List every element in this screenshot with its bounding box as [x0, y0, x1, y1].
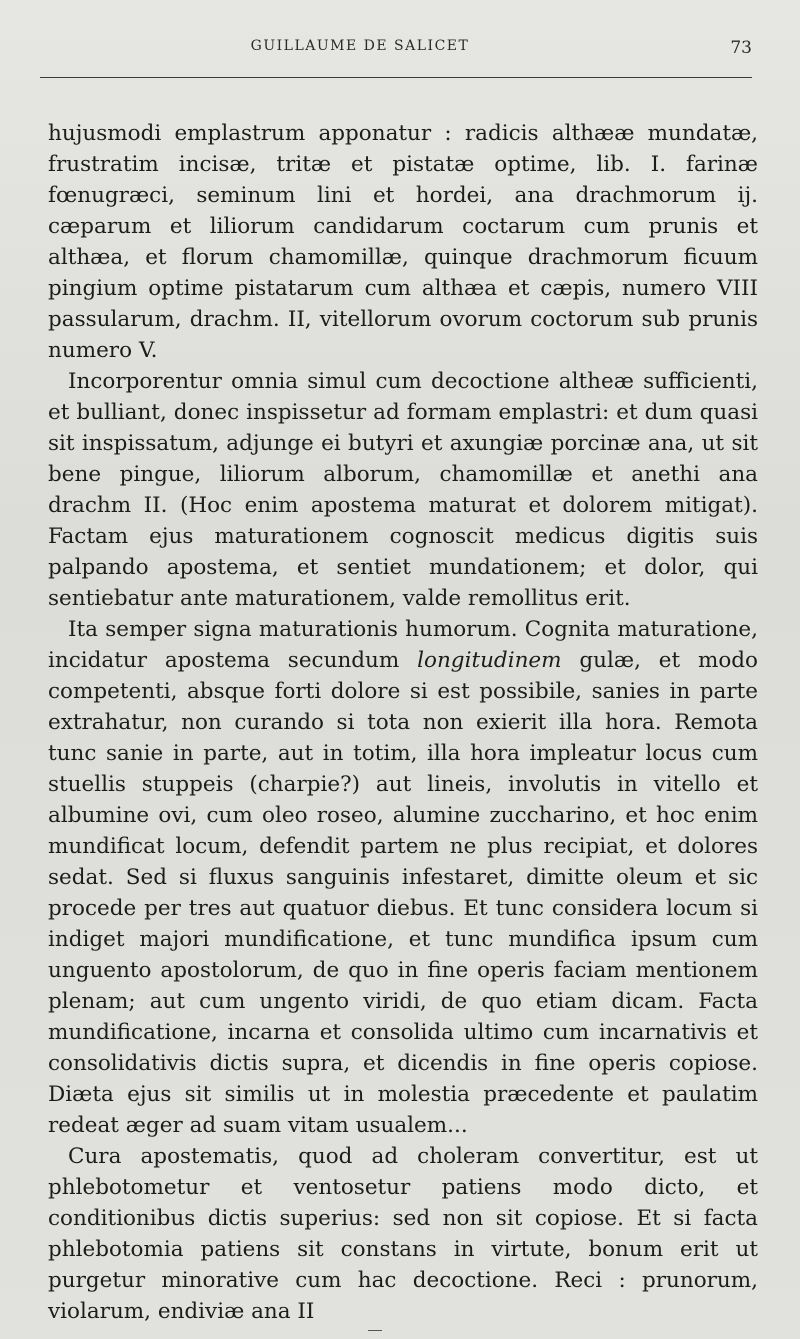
- paragraph-2: Incorporentur omnia simul cum decoctione altheæ sufficienti, et bulliant, donec inspissetur ad formam emplastri: et dum quasi sit inspissatum, adjunge ei butyri et axungiæ porcinæ ana, ut sit bene pingue, liliorum alborum, chamomillæ et anethi ana drachm II. (Hoc enim apostema maturat et dolorem mitigat). Factam ejus maturationem cognoscit medicus digitis suis palpando apostema, et sentiet mundationem; et dolor, qui sentiebatur ante maturationem, valde remollitus erit.: [48, 369, 758, 611]
- running-head: [40, 38, 752, 60]
- paragraph-4: Cura apostematis, quod ad choleram convertitur, est ut phlebotometur et ventosetur patiens modo dicto, et conditionibus dictis superius: sed non sit copiose. Et si facta phlebotomia patiens sit constans in virtute, bonum erit ut purgetur minorative cum hac decoctione. Reci : prunorum, violarum, endiviæ ana II: [48, 1144, 758, 1324]
- paragraph-1: hujusmodi emplastrum apponatur : radicis althææ mundatæ, frustratim incisæ, tritæ et pistatæ optime, lib. I. farinæ fœnugræci, seminum lini et hordei, ana drachmorum ij. cæparum et liliorum candidarum coctarum cum prunis et althæa, et florum chamomillæ, quinque drachmorum ficuum pingium optime pistatarum cum althæa et cæpis, numero VIII passularum, drachm. II, vitellorum ovorum coctorum sub prunis numero V.: [48, 121, 758, 363]
- footer-mark: [368, 1330, 382, 1331]
- italic-word: longitudinem: [417, 648, 562, 673]
- body-text: [48, 118, 758, 1327]
- header-rule: [40, 77, 752, 78]
- page-number: 73: [730, 38, 752, 58]
- paragraph-3-text-b: gulæ, et modo competenti, absque forti dolore si est possibile, sanies in parte extrahatur, non curando si tota non exierit illa hora. Remota tunc sanie in parte, aut in totim, illa hora impleatur locus cum stuellis stuppeis (charpie?) aut lineis, involutis in vitello et albumine ovi, cum oleo roseo, alumine zuccharino, et hoc enim mundificat locum, defendit partem ne plus recipiat, et dolores sedat. Sed si fluxus sanguinis infestaret, dimitte oleum et sic procede per tres aut quatuor diebus. Et tunc considera locum si indiget majori mundificatione, et tunc mundifica ipsum cum unguento apostolorum, de quo in fine operis faciam mentionem plenam; aut cum ungento viridi, de quo etiam dicam. Facta mundificatione, incarna et consolida ultimo cum incarnativis et consolidativis dictis supra, et dicendis in fine operis copiose. Diæta ejus sit similis ut in molestia præcedente et paulatim redeat æger ad suam vitam usualem...: [48, 648, 758, 1138]
- running-title: GUILLAUME DE SALICET: [250, 38, 470, 54]
- paragraph-3: [48, 614, 758, 1141]
- paragraph-3-text-a: Ita semper signa maturationis humorum. Cognita maturatione, incidatur apostema secundum: [48, 617, 758, 673]
